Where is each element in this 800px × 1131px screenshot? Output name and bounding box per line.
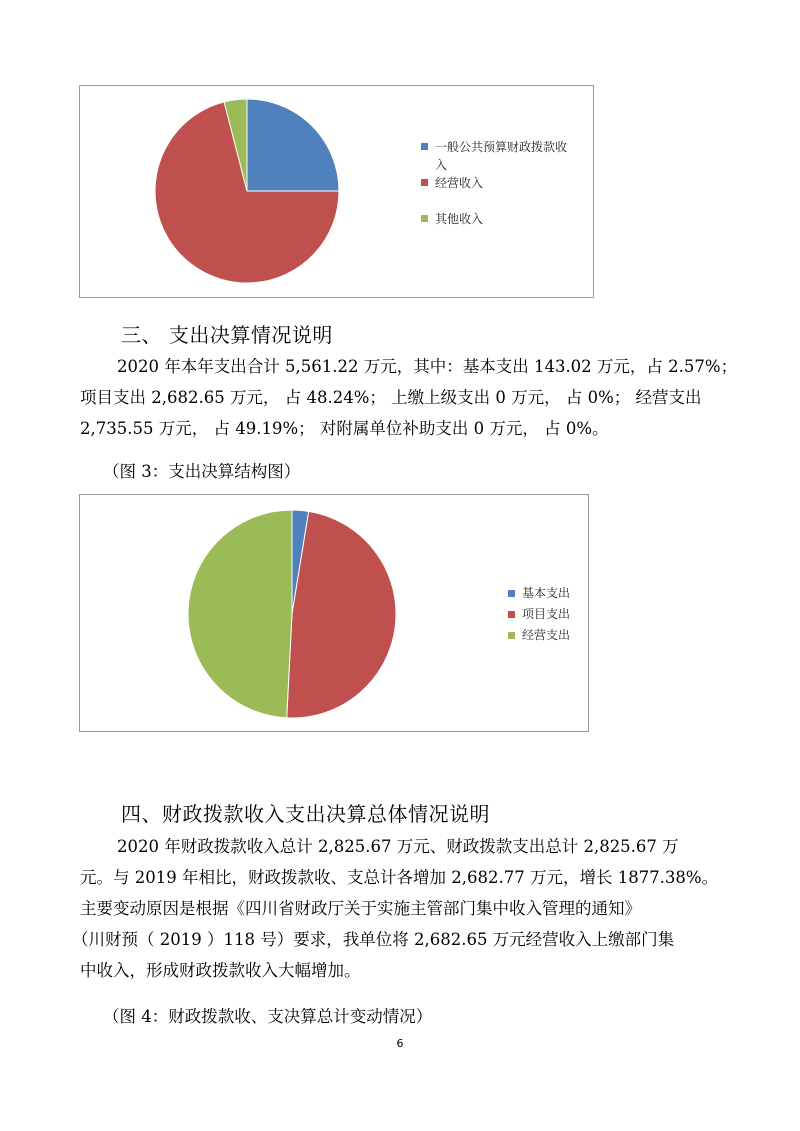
- paragraph-line: 中收入，形成财政拨款收入大幅增加。: [80, 961, 361, 980]
- legend-label: 其他收入: [435, 212, 484, 226]
- legend-swatch-red: [508, 611, 515, 618]
- legend-item-fiscal-income: [421, 138, 567, 174]
- paragraph-line: 主要变动原因是根据《四川省财政厅关于实施主管部门集中收入管理的通知》: [80, 899, 641, 918]
- income-pie-slice-1: [247, 99, 339, 191]
- income-chart-legend: [421, 138, 567, 228]
- section4-heading: 四、财政拨款收入支出决算总体情况说明: [121, 802, 490, 826]
- legend-label: 经营支出: [522, 628, 571, 642]
- section3-heading: 三、 支出决算情况说明: [121, 323, 333, 347]
- paragraph-line: 项目支出 2,682.65 万元， 占 48.24%； 上缴上级支出 0 万元， 占 0%； 经营支出: [80, 388, 702, 407]
- legend-item-basic-expense: [508, 583, 570, 604]
- figure4-caption: （图 4：财政拨款收、支决算总计变动情况）: [103, 1007, 433, 1026]
- paragraph-line: 2020 年财政拨款收入总计 2,825.67 万元、财政拨款支出总计 2,825.67 万: [117, 837, 679, 856]
- section3-paragraph: [80, 351, 737, 444]
- legend-swatch-blue: [508, 590, 515, 597]
- expense-chart-box: [79, 494, 589, 732]
- legend-item-operating-income: [421, 174, 567, 192]
- expense-pie-slice-3: [188, 510, 292, 718]
- legend-swatch-blue: [421, 143, 428, 150]
- legend-swatch-green: [508, 632, 515, 639]
- legend-item-other-income: [421, 210, 567, 228]
- legend-label: 项目支出: [522, 607, 571, 621]
- legend-label: 基本支出: [522, 586, 571, 600]
- page-number: 6: [396, 1037, 404, 1050]
- section4-paragraph: [72, 831, 719, 986]
- legend-label-cont: 入: [435, 158, 448, 172]
- legend-item-project-expense: [508, 604, 570, 625]
- paragraph-line: 2,735.55 万元， 占 49.19%； 对附属单位补助支出 0 万元， 占 0%。: [80, 419, 609, 438]
- paragraph-line: 元。与 2019 年相比，财政拨款收、支总计各增加 2,682.77 万元，增长 1877.38%。: [80, 868, 719, 887]
- paragraph-line: 2020 年本年支出合计 5,561.22 万元，其中：基本支出 143.02 万元，占 2.57%；: [117, 357, 738, 376]
- legend-swatch-red: [421, 179, 428, 186]
- paragraph-line: （川财预（ 2019 ）118 号）要求，我单位将 2,682.65 万元经营收入上缴部门集: [72, 930, 675, 949]
- expense-chart-legend: [508, 583, 570, 646]
- legend-swatch-green: [421, 215, 428, 222]
- income-chart-box: [79, 85, 594, 298]
- legend-label: 经营收入: [435, 176, 484, 190]
- figure3-caption: （图 3：支出决算结构图）: [103, 462, 301, 481]
- legend-item-operating-expense: [508, 625, 570, 646]
- legend-label: 一般公共预算财政拨款收: [435, 140, 568, 154]
